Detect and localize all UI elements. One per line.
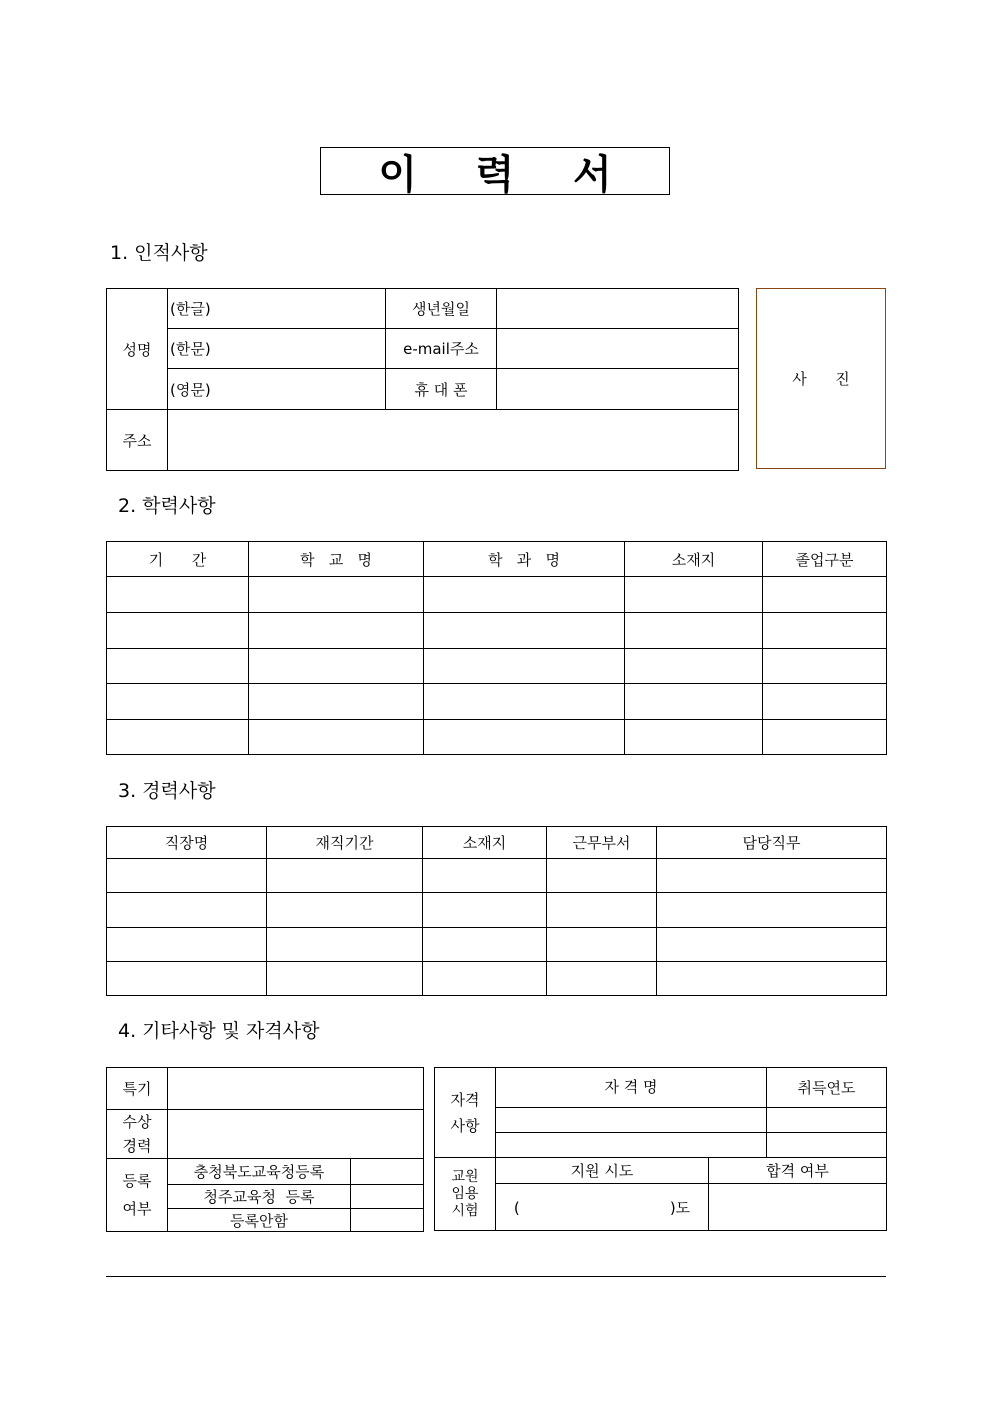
edu-cell[interactable] <box>625 720 763 755</box>
photo-box[interactable] <box>756 288 886 469</box>
registration-check-province[interactable] <box>351 1159 424 1185</box>
edu-cell[interactable] <box>424 577 625 613</box>
career-cell[interactable] <box>423 859 547 893</box>
edu-cell[interactable] <box>249 577 424 613</box>
address-label: 주소 <box>107 410 168 471</box>
edu-cell[interactable] <box>424 720 625 755</box>
table-row <box>107 893 887 928</box>
section-heading-personal: 1. 인적사항 <box>110 242 208 264</box>
name-korean-field[interactable]: (한글) <box>168 289 386 329</box>
title-char-2: 력 <box>475 150 515 198</box>
career-cell[interactable] <box>107 928 267 962</box>
apply-region-header: 지원 시도 <box>496 1158 709 1184</box>
section-heading-other: 4. 기타사항 및 자격사항 <box>118 1020 320 1042</box>
edu-cell[interactable] <box>424 649 625 684</box>
career-cell[interactable] <box>267 928 423 962</box>
document-title <box>320 147 670 198</box>
birth-field[interactable] <box>497 289 739 329</box>
career-cell[interactable] <box>267 962 423 996</box>
career-header-period: 재직기간 <box>267 827 423 859</box>
edu-cell[interactable] <box>424 613 625 649</box>
edu-cell[interactable] <box>625 684 763 720</box>
registration-option-city: 청주교육청 등록 <box>168 1185 351 1209</box>
career-header-location: 소재지 <box>423 827 547 859</box>
edu-cell[interactable] <box>107 613 249 649</box>
pass-status-field[interactable] <box>709 1184 887 1231</box>
qualification-name-field[interactable] <box>496 1108 767 1133</box>
email-label: e-mail주소 <box>386 329 497 369</box>
edu-cell[interactable] <box>625 577 763 613</box>
edu-cell[interactable] <box>107 577 249 613</box>
registration-check-city[interactable] <box>351 1185 424 1209</box>
edu-header-major: 학 과 명 <box>424 542 625 577</box>
table-row <box>107 859 887 893</box>
award-label <box>107 1110 168 1159</box>
qualification-label <box>435 1068 496 1158</box>
pass-status-header: 합격 여부 <box>709 1158 887 1184</box>
name-english-field[interactable]: (영문) <box>168 369 386 410</box>
career-cell[interactable] <box>547 928 657 962</box>
career-cell[interactable] <box>657 928 887 962</box>
edu-cell[interactable] <box>249 649 424 684</box>
name-hanja-field[interactable]: (한문) <box>168 329 386 369</box>
other-info-table <box>106 1067 424 1232</box>
photo-label: 사 진 <box>792 370 850 388</box>
registration-option-none: 등록안함 <box>168 1209 351 1232</box>
edu-header-graduation: 졸업구분 <box>763 542 887 577</box>
registration-label <box>107 1159 168 1232</box>
qualification-label-line1: 자격 <box>450 1090 480 1109</box>
career-cell[interactable] <box>423 893 547 928</box>
edu-cell[interactable] <box>424 684 625 720</box>
table-row <box>107 649 887 684</box>
teacher-exam-label <box>435 1158 496 1231</box>
edu-cell[interactable] <box>763 720 887 755</box>
title-char-3: 서 <box>573 150 612 198</box>
edu-cell[interactable] <box>107 720 249 755</box>
edu-header-location: 소재지 <box>625 542 763 577</box>
career-cell[interactable] <box>107 859 267 893</box>
qualification-year-field[interactable] <box>767 1133 887 1158</box>
teacher-exam-label-line2: 임용 <box>451 1185 479 1202</box>
personal-info-table <box>106 288 739 471</box>
apply-region-field[interactable] <box>496 1184 709 1231</box>
career-cell[interactable] <box>107 962 267 996</box>
career-cell[interactable] <box>107 893 267 928</box>
apply-region-open: ( <box>513 1198 520 1217</box>
section-heading-education: 2. 학력사항 <box>118 495 216 517</box>
mobile-label: 휴 대 폰 <box>386 369 497 410</box>
name-label: 성명 <box>107 289 168 410</box>
registration-label-line2: 여부 <box>122 1200 152 1218</box>
qualification-year-header: 취득연도 <box>767 1068 887 1108</box>
qualification-table <box>434 1067 887 1231</box>
qualification-name-field[interactable] <box>496 1133 767 1158</box>
edu-cell[interactable] <box>763 613 887 649</box>
teacher-exam-label-line3: 시험 <box>451 1202 479 1219</box>
career-cell[interactable] <box>547 893 657 928</box>
mobile-field[interactable] <box>497 369 739 410</box>
apply-region-close: )도 <box>669 1198 691 1217</box>
edu-header-school: 학 교 명 <box>249 542 424 577</box>
edu-cell[interactable] <box>249 684 424 720</box>
section-heading-career: 3. 경력사항 <box>118 780 216 802</box>
edu-cell[interactable] <box>107 684 249 720</box>
registration-option-province: 충청북도교육청등록 <box>168 1159 351 1185</box>
career-cell[interactable] <box>423 962 547 996</box>
title-char-1: 이 <box>378 150 417 198</box>
edu-cell[interactable] <box>249 613 424 649</box>
career-cell[interactable] <box>267 893 423 928</box>
edu-cell[interactable] <box>107 649 249 684</box>
bottom-divider <box>106 1276 886 1277</box>
table-row <box>107 928 887 962</box>
edu-cell[interactable] <box>625 649 763 684</box>
edu-cell[interactable] <box>763 649 887 684</box>
table-row <box>107 720 887 755</box>
career-header-department: 근무부서 <box>547 827 657 859</box>
career-cell[interactable] <box>547 962 657 996</box>
registration-check-none[interactable] <box>351 1209 424 1232</box>
education-table <box>106 541 887 755</box>
career-cell[interactable] <box>657 962 887 996</box>
award-label-line1: 수상 <box>122 1113 152 1131</box>
talent-field[interactable] <box>168 1068 424 1110</box>
teacher-exam-label-line1: 교원 <box>451 1168 479 1185</box>
edu-cell[interactable] <box>763 577 887 613</box>
table-row <box>107 962 887 996</box>
address-field[interactable] <box>168 410 739 471</box>
qualification-name-header: 자 격 명 <box>496 1068 767 1108</box>
qualification-year-field[interactable] <box>767 1108 887 1133</box>
edu-header-period: 기 간 <box>107 542 249 577</box>
qualification-label-line2: 사항 <box>450 1116 480 1135</box>
career-cell[interactable] <box>423 928 547 962</box>
edu-cell[interactable] <box>625 613 763 649</box>
talent-label: 특기 <box>107 1068 168 1110</box>
career-cell[interactable] <box>547 859 657 893</box>
award-label-line2: 경력 <box>122 1137 152 1155</box>
career-header-company: 직장명 <box>107 827 267 859</box>
award-field[interactable] <box>168 1110 424 1159</box>
edu-cell[interactable] <box>763 684 887 720</box>
career-cell[interactable] <box>657 859 887 893</box>
career-cell[interactable] <box>267 859 423 893</box>
edu-cell[interactable] <box>249 720 424 755</box>
email-field[interactable] <box>497 329 739 369</box>
career-table <box>106 826 887 996</box>
career-header-duty: 담당직무 <box>657 827 887 859</box>
birth-label: 생년월일 <box>386 289 497 329</box>
table-row <box>107 684 887 720</box>
registration-label-line1: 등록 <box>122 1172 152 1190</box>
table-row <box>107 613 887 649</box>
career-cell[interactable] <box>657 893 887 928</box>
table-row <box>107 577 887 613</box>
